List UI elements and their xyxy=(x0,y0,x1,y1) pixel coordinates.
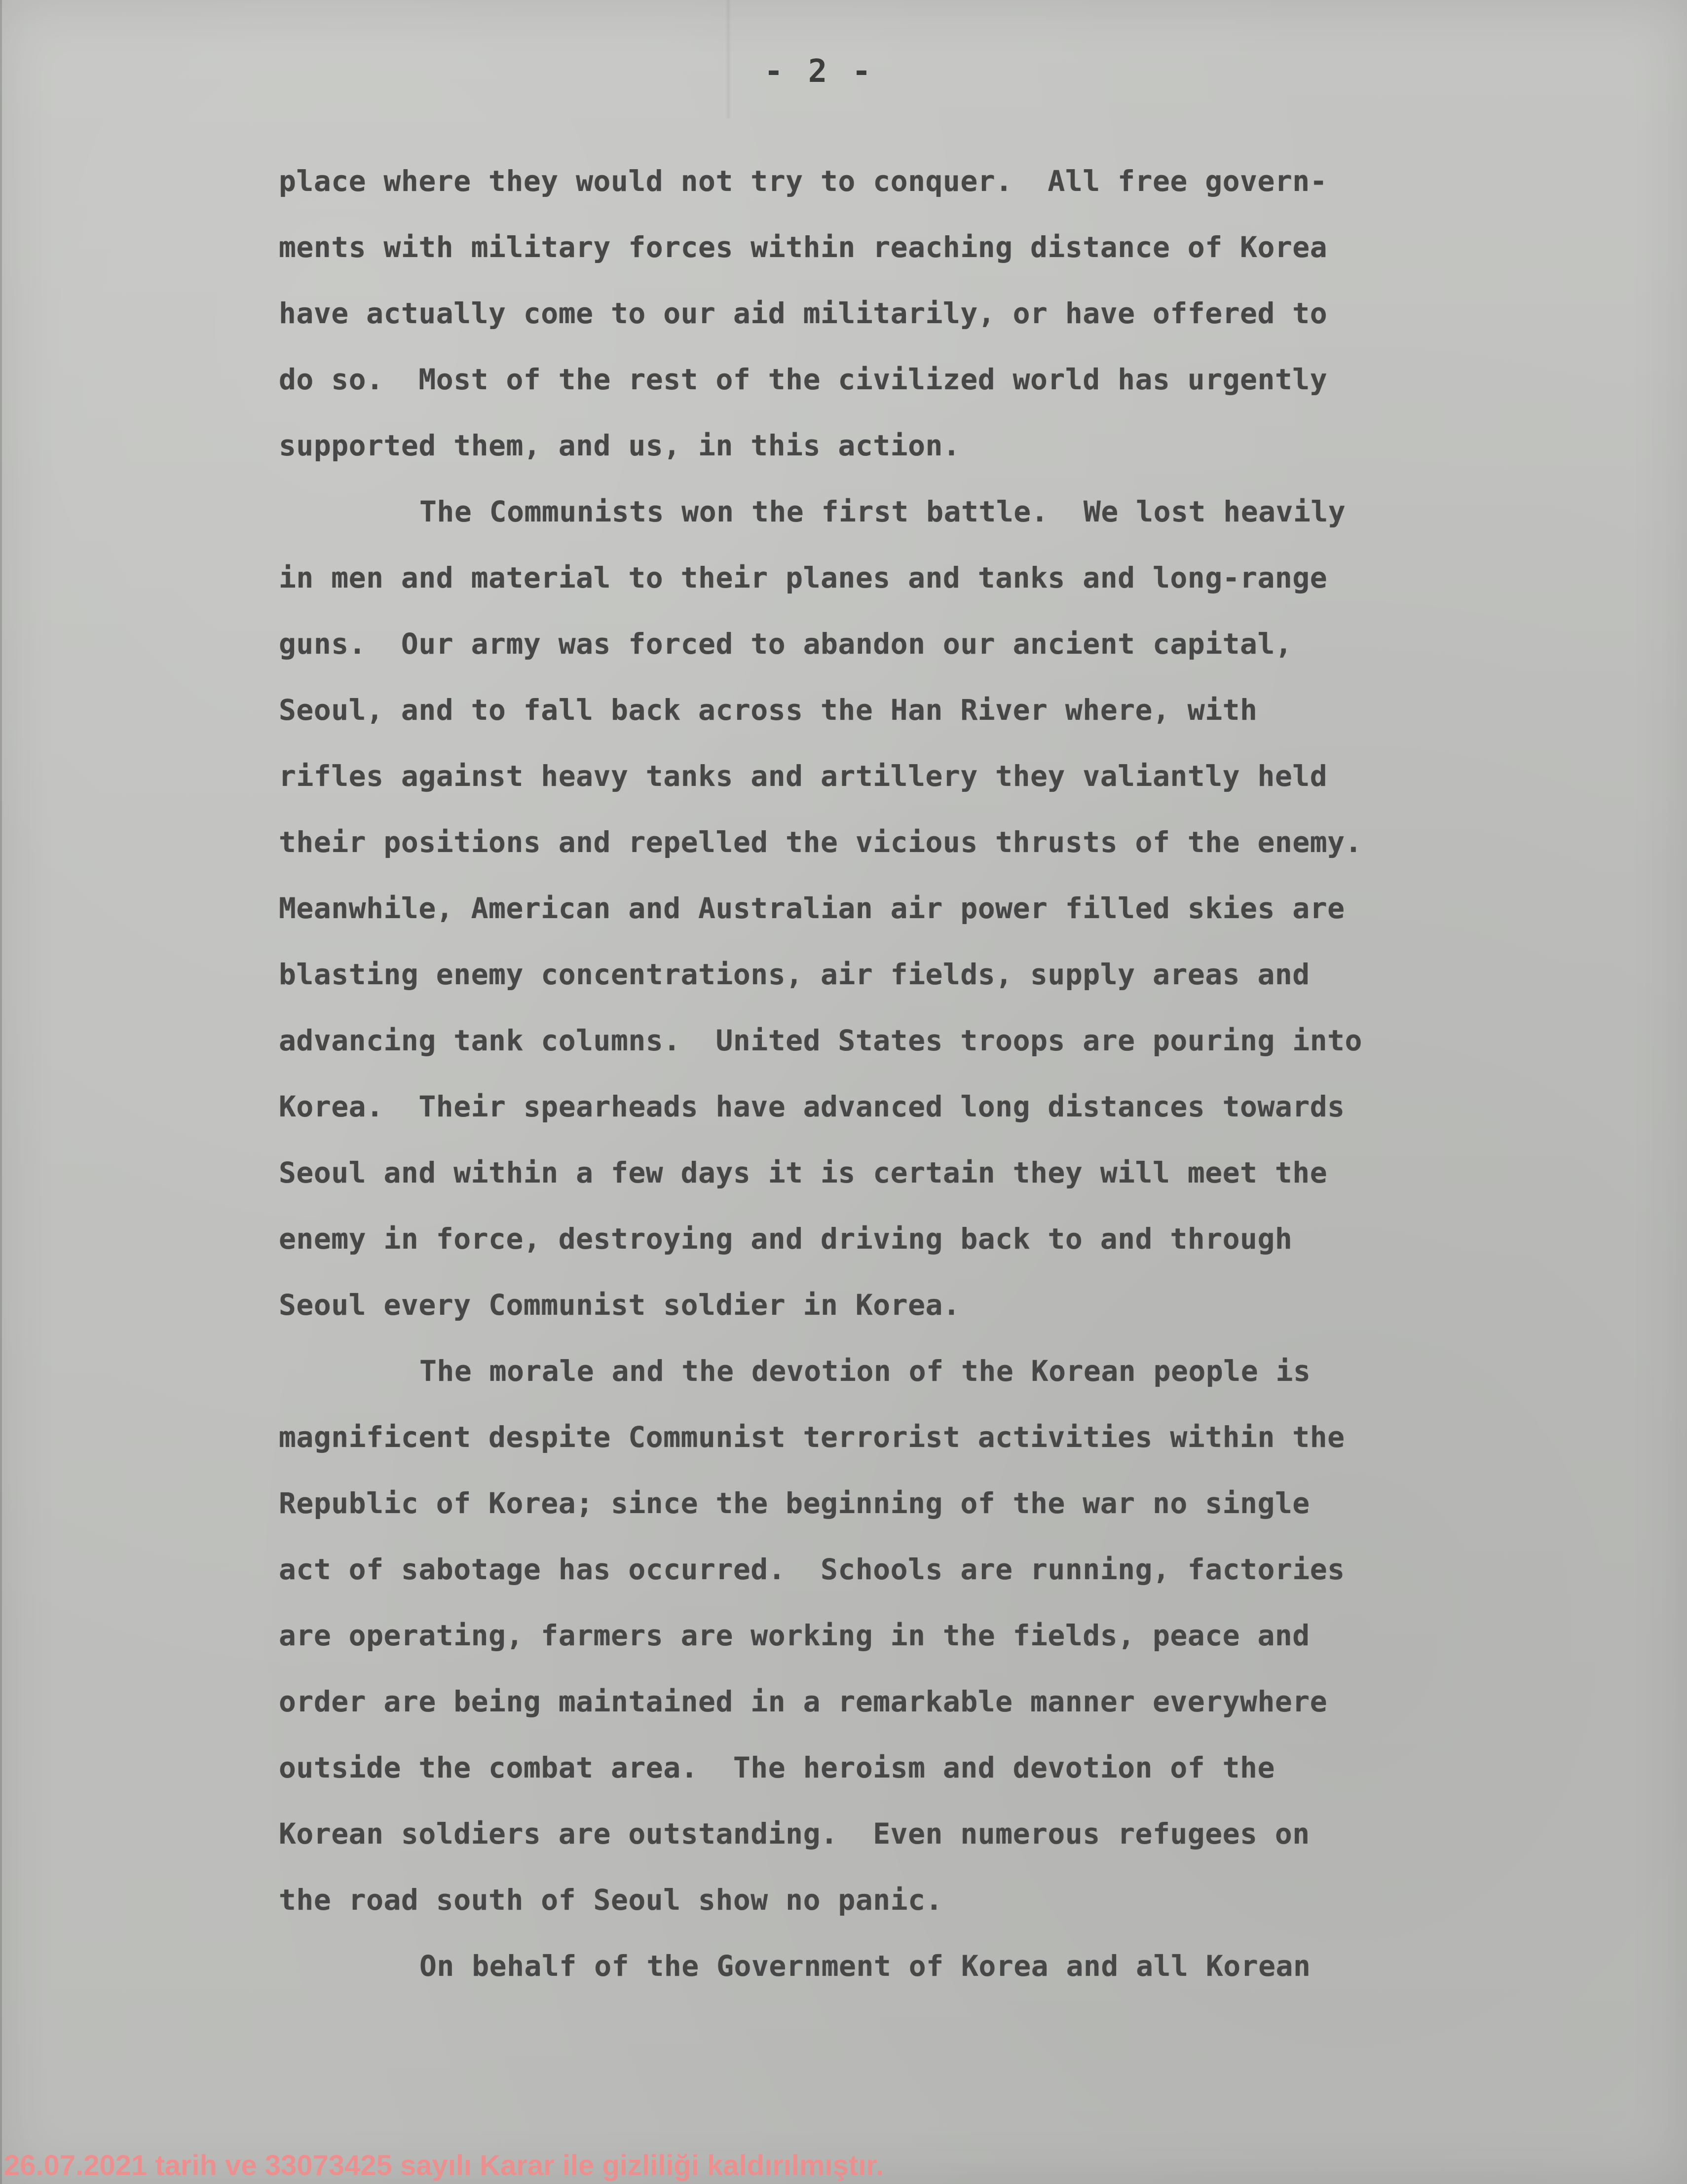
text-line: are operating, farmers are working in the fields, peace and xyxy=(279,1619,1310,1652)
typed-letter-body xyxy=(279,148,1522,1999)
page-border xyxy=(0,0,2,2184)
text-line: rifles against heavy tanks and artillery they valiantly held xyxy=(279,759,1328,793)
text-line: in men and material to their planes and tanks and long-range xyxy=(279,561,1328,594)
text-line: Meanwhile, American and Australian air power filled skies are xyxy=(279,891,1345,925)
text-line: supported them, and us, in this action. xyxy=(279,429,961,462)
page-number: - 2 - xyxy=(764,53,874,90)
text-line: blasting enemy concentrations, air fields, supply areas and xyxy=(279,958,1310,991)
text-line: have actually come to our aid militarily, or have offered to xyxy=(279,296,1328,330)
text-line: guns. Our army was forced to abandon our ancient capital, xyxy=(279,627,1293,661)
text-line: their positions and repelled the vicious thrusts of the enemy. xyxy=(279,825,1362,859)
text-line: Seoul, and to fall back across the Han River where, with xyxy=(279,693,1258,727)
text-line: Korea. Their spearheads have advanced long distances towards xyxy=(279,1090,1345,1123)
text-line: Seoul every Communist soldier in Korea. xyxy=(279,1288,961,1322)
text-line: place where they would not try to conquer. All free govern- xyxy=(279,164,1328,198)
text-line: enemy in force, destroying and driving back to and through xyxy=(279,1222,1293,1256)
text-line: outside the combat area. The heroism and devotion of the xyxy=(279,1751,1275,1784)
text-line: do so. Most of the rest of the civilized world has urgently xyxy=(279,363,1328,396)
text-line: ments with military forces within reaching distance of Korea xyxy=(279,230,1328,264)
text-line: magnificent despite Communist terrorist activities within the xyxy=(279,1420,1345,1454)
text-line: On behalf of the Government of Korea and all Korean xyxy=(419,1949,1311,1983)
declassification-stamp: 26.07.2021 tarih ve 33073425 sayılı Karar ile gizliliği kaldırılmıştır. xyxy=(4,2149,884,2182)
text-line: Korean soldiers are outstanding. Even numerous refugees on xyxy=(279,1817,1310,1851)
text-line: order are being maintained in a remarkable manner everywhere xyxy=(279,1685,1328,1718)
text-line: the road south of Seoul show no panic. xyxy=(279,1883,943,1917)
text-line: Seoul and within a few days it is certain they will meet the xyxy=(279,1156,1328,1189)
text-line: Republic of Korea; since the beginning of the war no single xyxy=(279,1486,1310,1520)
text-line: act of sabotage has occurred. Schools are running, factories xyxy=(279,1553,1345,1586)
text-line: The morale and the devotion of the Korean people is xyxy=(419,1354,1311,1388)
paper-fold-shadow xyxy=(725,0,731,118)
text-line: advancing tank columns. United States troops are pouring into xyxy=(279,1024,1362,1057)
text-line: The Communists won the first battle. We lost heavily xyxy=(419,495,1346,528)
